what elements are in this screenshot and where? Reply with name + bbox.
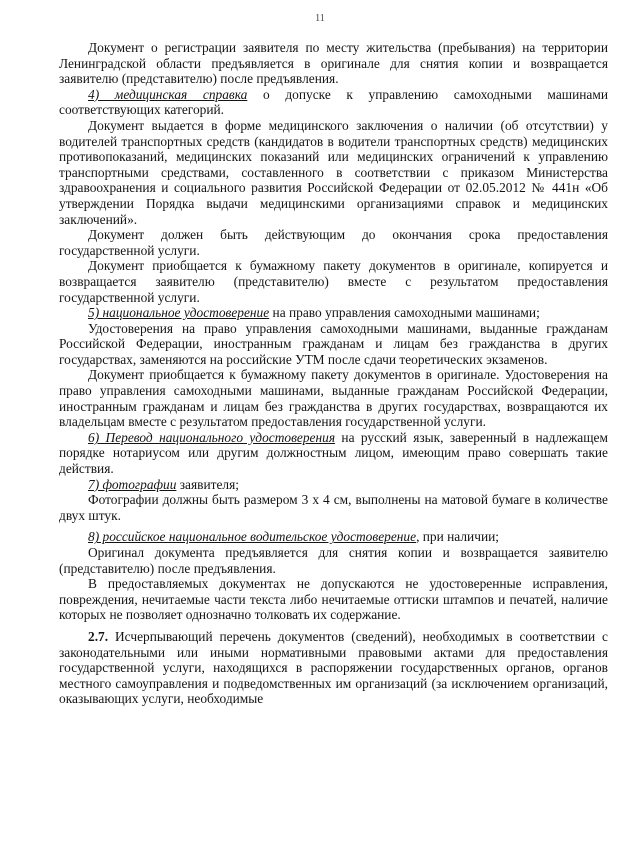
paragraph-text: Исчерпывающий перечень документов (сведений), необходимых в соответствии с законодательными или иными нормативными правовыми актами для предоставления государственной услуги, находящихся в распоряжении государственных органов, органов местного самоуправления и подведомственных им организаций (за исключением организаций, оказывающих услуги, необходимые [59,628,608,707]
paragraph-text: Удостоверения на право управления самоходными машинами, выданные гражданам Российской Федерации, иностранным гражданам и лицам без гражданства в других государствах, заменяются на российские УТМ после сдачи теоретических экзаменов. [59,320,608,367]
paragraph-photos [59,477,608,493]
paragraph-text: о допуске к управлению самоходными машинами соответствующих категорий. [59,86,608,118]
item-heading-photos: 7) фотографии [88,476,177,492]
paragraph-text: Документ выдается в форме медицинского заключения о наличии (об отсутствии) у водителей транспортных средств (кандидатов в водители транспортных средств) медицинских противопоказаний, медицинских показаний или медицинских ограничений к управлению транспортными средствами, составленного в соответствии с приказом Министерства здравоохранения и социального развития Российской Федерации от 02.05.2012 № 441н «Об утверждении Порядка выдачи медицинскими организациями справок и медицинских заключений». [59,117,608,227]
paragraph-text: на русский язык, заверенный в надлежащем порядке нотариусом или другим должностным лицом, имеющим право совершать такие действия. [59,429,608,477]
paragraph-no-corrections [59,576,608,623]
paragraph-registration [59,40,608,87]
paragraph-text: на право управления самоходными машинами; [269,305,540,321]
paragraph-text: Оригинал документа предъявляется для снятия копии и возвращается заявителю (представителю) после предъявления. [59,545,608,576]
paragraph-medical-certificate [59,87,608,118]
item-heading-medical-certificate: 4) медицинская справка [88,86,248,102]
paragraph-russian-license [59,529,608,545]
item-heading-russian-license: 8) российское национальное водительское удостоверение [88,529,417,545]
paragraph-attached-original [59,258,608,305]
paragraph-text: В предоставляемых документах не допускаются не удостоверенные исправления, повреждения, нечитаемые части текста либо нечитаемые оттиски штампов и печатей, наличие которых не позволяет однозначно толковать их содержание. [59,576,608,623]
paragraph-text: заявителя; [176,476,239,492]
paragraph-section-2-7 [59,629,608,707]
paragraph-text: Документ приобщается к бумажному пакету документов в оригинале. Удостоверения на право управления самоходными машинами, выданные гражданам Российской Федерации, иностранным гражданам и лицам без гражданства в других государствах, возвращаются их владельцам вместе с результатом предоставления государственной услуги. [59,367,608,430]
paragraph-validity [59,227,608,258]
paragraph-photo-size [59,492,608,523]
paragraph-text: Документ приобщается к бумажному пакету документов в оригинале, копируется и возвращается заявителю (представителю) вместе с результатом предоставления государственной услуги. [59,258,608,305]
item-heading-translation: 6) Перевод национального удостоверения [88,429,336,445]
paragraph-license-exchange [59,321,608,368]
paragraph-text: Документ должен быть действующим до окончания срока предоставления государственной услуги. [59,227,608,258]
paragraph-text: Фотографии должны быть размером 3 х 4 см, выполнены на матовой бумаге в количестве двух штук. [59,492,608,523]
page-number: 11 [315,13,325,24]
document-body [59,40,608,707]
paragraph-national-license [59,305,608,321]
paragraph-original-copy [59,545,608,576]
paragraph-text: Документ о регистрации заявителя по месту жительства (пребывания) на территории Ленинградской области предъявляется в оригинале для снятия копии и возвращается заявителю (представителю) после предъявления. [59,40,608,87]
paragraph-text: , при наличии; [416,529,499,545]
paragraph-license-return [59,367,608,429]
paragraph-translation [59,430,608,477]
section-number: 2.7. [88,628,109,644]
item-heading-national-license: 5) национальное удостоверение [88,305,270,321]
paragraph-medical-conclusion [59,118,608,227]
